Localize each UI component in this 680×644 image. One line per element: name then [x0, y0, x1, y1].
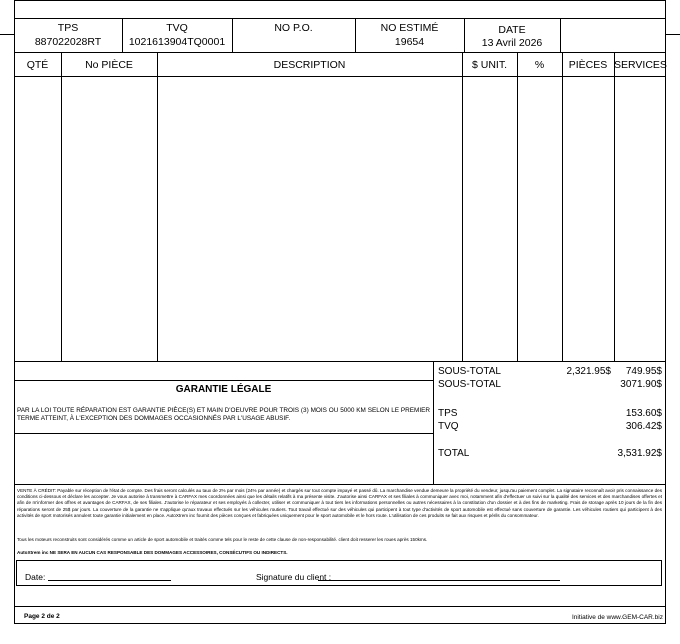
tvq-tax-amount: 306.42$: [625, 421, 662, 432]
subtotal-label-1: SOUS-TOTAL: [438, 366, 501, 377]
date-value: 13 Avril 2026: [481, 37, 543, 49]
total-label: TOTAL: [438, 448, 470, 459]
tvq-tax-label: TVQ: [438, 421, 459, 432]
tps-label: TPS: [57, 22, 79, 34]
date-label: DATE: [498, 24, 526, 36]
date-signed-line[interactable]: [48, 580, 171, 581]
date-signed-label: Date:: [25, 572, 46, 582]
subtotal-label-2: SOUS-TOTAL: [438, 379, 501, 390]
estimate-number: 19654: [394, 36, 425, 48]
total-amount: 3,531.92$: [617, 448, 662, 459]
credit-terms: VENTE À CRÉDIT: Payable sur réception de l'état de compte. Des frais seront calculés au taux de 2% par mois (24% par année) et chargés sur tout compte impayé et passé dû. La marchandise vendue demeure la propriété du vendeur, jusqu'au paiement complet. La signataire reconnaît avoir pris connaissance des conditions ci-dessous et déclare les accepter. Je vous autorise à transmettre à CARFAX mes coordonnées ainsi que les détails relatifs à ma présente visite. J'autorise ainsi CARFAX et ses filiales à communiquer avec moi, notamment afin d'effectuer un suivi sur la qualité des services et des marchandises offertes et afin de m'informer des offres et avantages de CARFAX, de ses filiales. J'autorise le réparateur et ses employés à collecter, utiliser et communiquer à tout tiers les informations personnelles ou autres nécessaires à la constitution d'un dossier et à des fins de marketing. Frais de storage après 10 jours de la fin des réparations seront de 25$ par jours. La couverture de la garantie ne s'applique qu'aux travaux effectués sur les véhicules routiers. Tout travail effectué sur des véhicules qui participent à tout type d'activités de sport automobile est effectué sans couverture de garantie. Les véhicules routiers qui participent à des activités de sport motorisés annulent toute garantie initialement en place. AutoXtrem inc fournit des pièces conçues et fabriquées uniquement pour le sport automobile et le hors route. L'utilisation de ces produits se fait aux risques et périls du consommateur.: [17, 488, 662, 518]
race-engine-clause: Tous les moteurs reconstruits sont considérés comme un article de sport automobile et traités comme tels pour le reste de cette clause de non-responsabilité. client doit resserer les roues après 150kms.: [17, 537, 428, 542]
estimate-label: NO ESTIMÉ: [380, 22, 439, 34]
col-percent: %: [534, 59, 545, 71]
po-label: NO P.O.: [274, 22, 313, 34]
col-services: SERVICES: [614, 59, 667, 71]
tps-number: 887022028RT: [34, 36, 102, 48]
col-description: DESCRIPTION: [273, 59, 346, 71]
software-credit: Initiative de www.GEM-CAR.biz: [571, 614, 663, 621]
tps-tax-label: TPS: [438, 408, 458, 419]
tps-tax-amount: 153.60$: [625, 408, 662, 419]
col-qty: QTÉ: [26, 59, 49, 71]
col-unit-price: $ UNIT.: [471, 59, 507, 71]
signature-box: [16, 560, 662, 586]
client-signature-label: Signature du client :: [256, 572, 332, 582]
guarantee-title: GARANTIE LÉGALE: [175, 384, 272, 395]
tvq-label: TVQ: [166, 22, 188, 34]
liability-clause: AutoXtrem inc NE SERA EN AUCUN CAS RESPONSABLE DES DOMMAGES ACCESSOIRES, CONSÉCUTIFS OU INDIRECTS.: [17, 550, 288, 555]
client-signature-line[interactable]: [318, 580, 560, 581]
page-number: Page 2 de 2: [24, 613, 60, 620]
guarantee-text: PAR LA LOI TOUTE RÉPARATION EST GARANTIE PIÈCE(S) ET MAIN D'OEUVRE POUR TROIS (3) MOIS OU 5000 KM SELON LE PREMIER TERME ATTEINT, À L'EXCEPTION DES DOMMAGES OCCASIONNÉS PAR L'USAGE ABUSIF.: [17, 407, 430, 422]
subtotal-combined: 3071.90$: [620, 379, 662, 390]
subtotal-services: 749.95$: [625, 366, 662, 377]
subtotal-pieces: 2,321.95$: [566, 366, 611, 377]
tvq-number: 1021613904TQ0001: [128, 36, 226, 48]
col-part-number: No PIÈCE: [85, 59, 133, 71]
col-parts: PIÈCES: [568, 59, 608, 71]
